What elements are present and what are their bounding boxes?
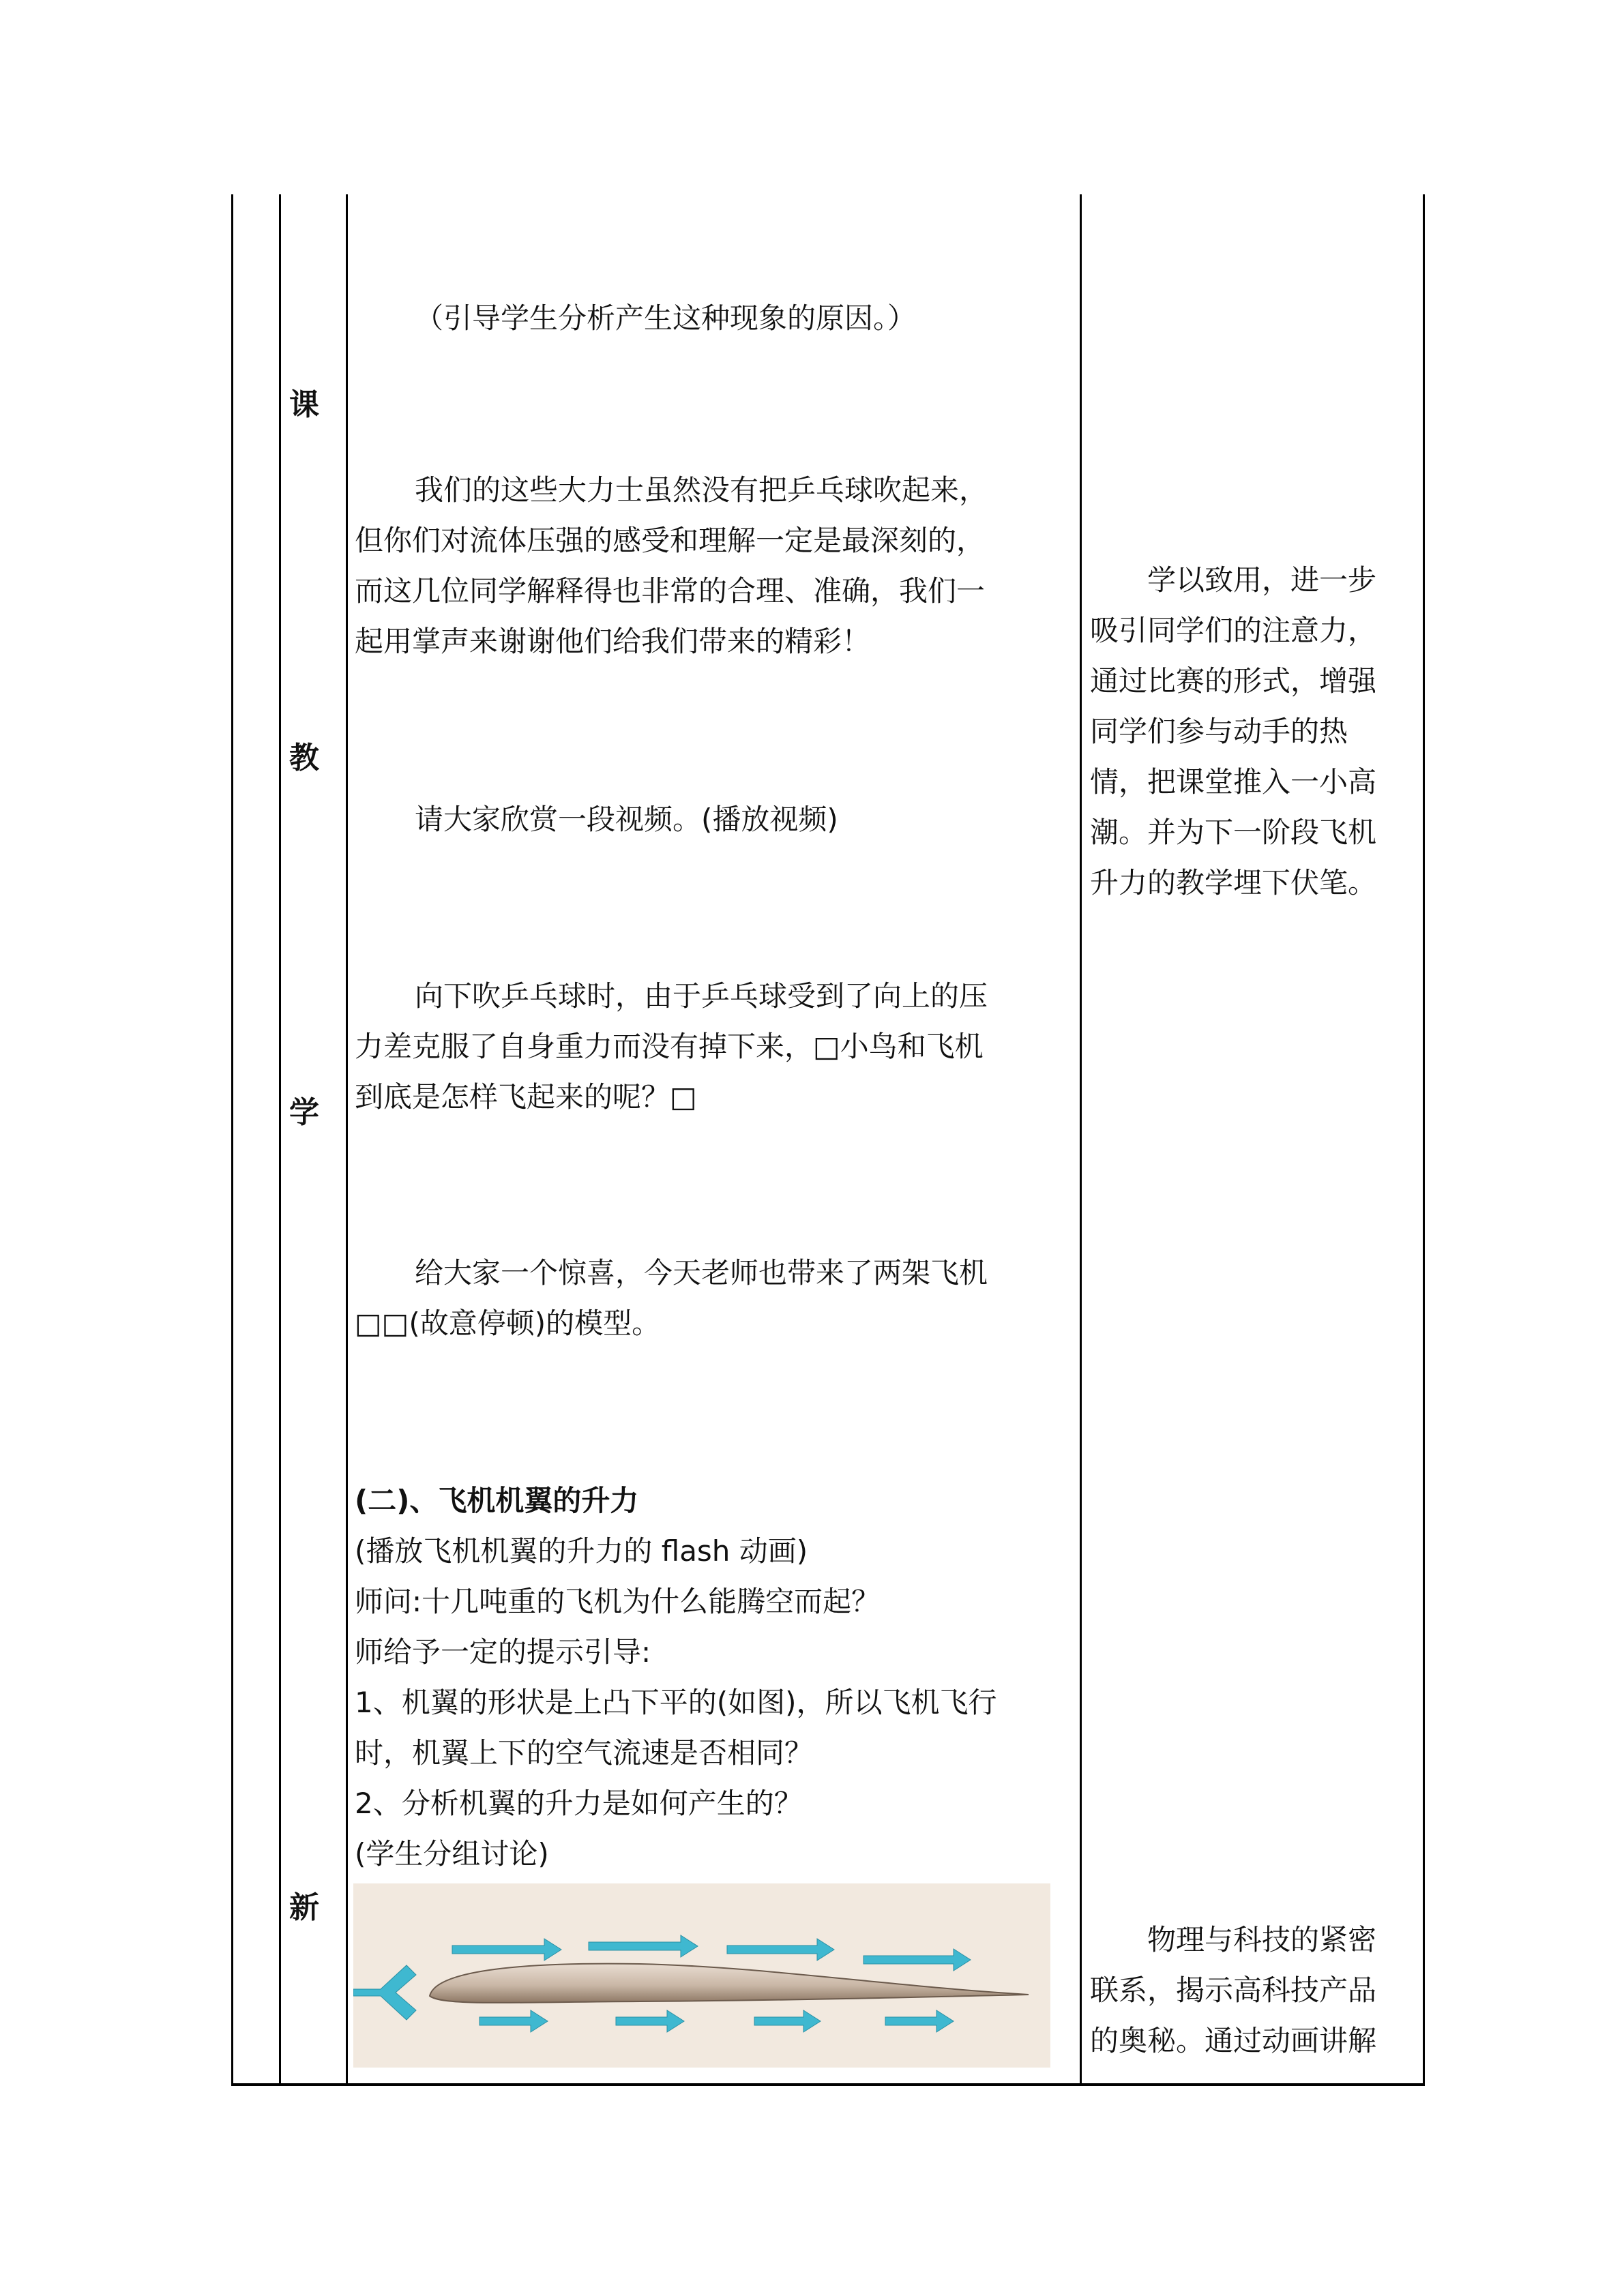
text-line: 力差克服了自身重力而没有掉下来，□小鸟和飞机: [355, 1030, 984, 1063]
airfoil-svg: [353, 1883, 1050, 2068]
section-wing-lift: [355, 1476, 1057, 1879]
text-line: 升力的教学埋下伏笔。: [1090, 866, 1377, 899]
text-line: □□(故意停顿)的模型。: [355, 1307, 661, 1340]
table-divider-1: [279, 194, 281, 2085]
text-line: 但你们对流体压强的感受和理解一定是最深刻的，: [355, 524, 986, 557]
paragraph-surprise: [355, 1248, 1057, 1349]
arrow-icon: [885, 2010, 954, 2032]
arrow-icon: [479, 2010, 548, 2032]
paragraph-praise: [355, 465, 1057, 667]
text-line: 学以致用，进一步: [1147, 563, 1377, 597]
text-line: 2、分析机翼的升力是如何产生的？: [355, 1787, 803, 1820]
table-border-left: [231, 194, 233, 2085]
text-line: 师问:十几吨重的飞机为什么能腾空而起？: [355, 1585, 881, 1618]
arrow-icon: [452, 1939, 561, 1960]
text-line: 同学们参与动手的热: [1090, 715, 1348, 748]
text-line: 请大家欣赏一段视频。(播放视频): [415, 803, 838, 836]
table-divider-2: [346, 194, 348, 2085]
text-line: 联系，揭示高科技产品: [1090, 1973, 1377, 2007]
side-char-xue: 学: [289, 1095, 319, 1130]
text-line: 向下吹乒乓球时，由于乒乓球受到了向上的压: [415, 979, 988, 1013]
text-line: 起用掌声来谢谢他们给我们带来的精彩！: [355, 625, 871, 658]
text-line: 给大家一个惊喜，今天老师也带来了两架飞机: [415, 1256, 988, 1289]
text-line: （引导学生分析产生这种现象的原因。）: [415, 301, 917, 335]
note-purpose-2: [1090, 1915, 1411, 2066]
arrow-icon: [727, 1939, 834, 1960]
text-line: 的奥秘。通过动画讲解: [1090, 2024, 1377, 2057]
lower-flow-arrows: [479, 2010, 954, 2032]
text-line: 到底是怎样飞起来的呢？□: [355, 1080, 697, 1114]
text-line: 而这几位同学解释得也非常的合理、准确，我们一: [355, 574, 986, 608]
arrow-icon: [589, 1935, 698, 1957]
side-char-jiao: 教: [289, 741, 319, 775]
side-char-ke: 课: [289, 387, 319, 422]
airfoil-diagram: [353, 1883, 1050, 2068]
wing-shape: [430, 1964, 1029, 2003]
note-purpose-1: [1090, 555, 1411, 908]
text-line: (学生分组讨论): [355, 1837, 549, 1870]
arrow-icon: [754, 2010, 821, 2032]
paragraph-pingpong: [355, 971, 1057, 1122]
arrow-icon: [863, 1949, 971, 1971]
text-line: 情，把课堂推入一小高: [1090, 765, 1377, 799]
paragraph-video: [355, 794, 1057, 845]
text-line: 吸引同学们的注意力，: [1090, 614, 1377, 647]
text-line: 师给予一定的提示引导:: [355, 1635, 651, 1669]
text-line: 潮。并为下一阶段飞机: [1090, 816, 1377, 849]
table-border-right: [1423, 194, 1425, 2085]
section-title: (二)、飞机机翼的升力: [355, 1484, 639, 1517]
text-line: (播放飞机机翼的升力的 flash 动画): [355, 1534, 808, 1568]
text-line: 1、机翼的形状是上凸下平的(如图)，所以飞机飞行: [355, 1686, 997, 1719]
side-char-xin: 新: [289, 1890, 319, 1925]
table-border-bottom: [231, 2083, 1425, 2086]
text-line: 我们的这些大力士虽然没有把乒乓球吹起来，: [415, 473, 988, 507]
text-line: 物理与科技的紧密: [1147, 1923, 1377, 1956]
paragraph-guide: [355, 293, 1057, 344]
table-divider-3: [1080, 194, 1082, 2085]
incoming-flow-icon: [353, 1965, 416, 2020]
arrow-icon: [616, 2010, 684, 2032]
text-line: 通过比赛的形式，增强: [1090, 664, 1377, 698]
text-line: 时，机翼上下的空气流速是否相同？: [355, 1736, 814, 1770]
